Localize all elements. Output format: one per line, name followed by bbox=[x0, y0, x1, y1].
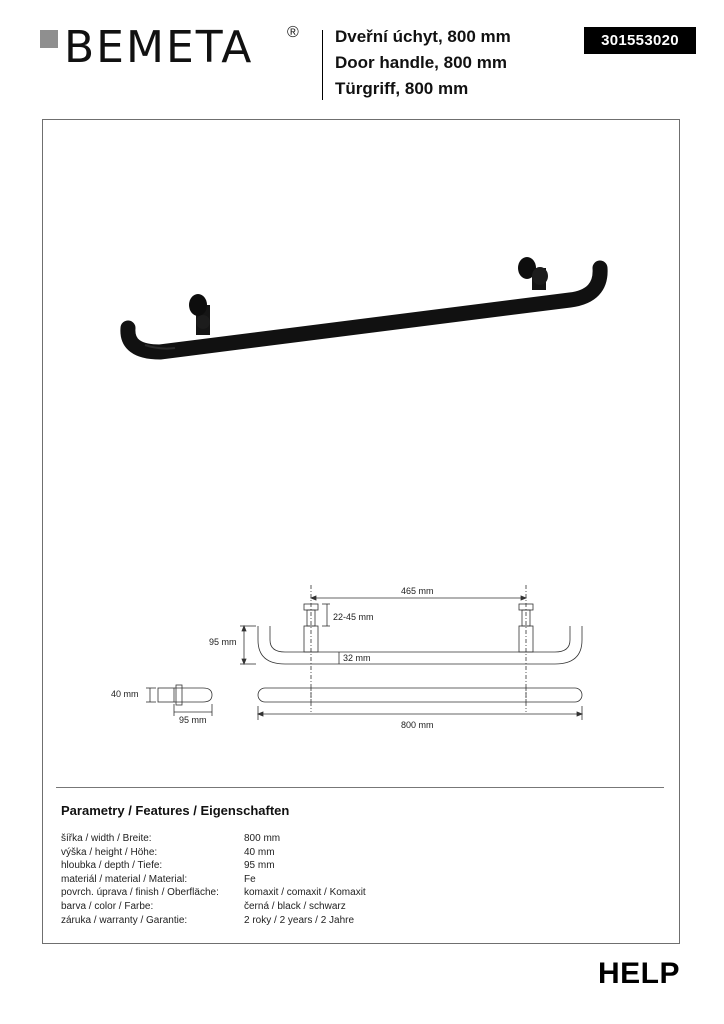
feature-label: povrch. úprava / finish / Oberfläche: bbox=[61, 887, 219, 899]
feature-value: komaxit / comaxit / Komaxit bbox=[244, 887, 366, 899]
feature-label: barva / color / Farbe: bbox=[61, 900, 154, 912]
logo-text: BEMETA bbox=[64, 22, 254, 73]
dim-22-45: 22-45 mm bbox=[333, 612, 374, 622]
dim-95-height: 95 mm bbox=[209, 637, 237, 647]
dim-800: 800 mm bbox=[401, 720, 434, 730]
feature-value: 2 roky / 2 years / 2 Jahre bbox=[244, 914, 355, 926]
feature-label: záruka / warranty / Garantie: bbox=[61, 914, 188, 926]
feature-label: šířka / width / Breite: bbox=[61, 833, 152, 844]
title-cz: Dveřní úchyt, 800 mm bbox=[335, 27, 511, 46]
feature-value: černá / black / schwarz bbox=[244, 900, 346, 912]
feature-label: hloubka / depth / Tiefe: bbox=[61, 860, 163, 872]
header-divider bbox=[322, 30, 323, 100]
title-en: Door handle, 800 mm bbox=[335, 53, 507, 72]
dim-95-width: 95 mm bbox=[179, 715, 207, 725]
logo-square bbox=[40, 30, 58, 48]
content-frame bbox=[42, 119, 680, 944]
feature-value: 800 mm bbox=[244, 833, 281, 844]
registered-mark: ® bbox=[287, 24, 299, 41]
feature-label: výška / height / Höhe: bbox=[61, 846, 158, 858]
feature-value: Fe bbox=[244, 873, 256, 885]
product-code-badge: 301553020 bbox=[584, 27, 696, 54]
product-titles bbox=[335, 24, 511, 102]
feature-label: materiál / material / Material: bbox=[61, 873, 188, 885]
help-label: HELP bbox=[598, 957, 681, 990]
brand-logo bbox=[40, 22, 310, 74]
title-de: Türgriff, 800 mm bbox=[335, 79, 469, 98]
feature-value: 95 mm bbox=[244, 860, 275, 872]
features-title: Parametry / Features / Eigenschaften bbox=[61, 803, 290, 818]
dim-465: 465 mm bbox=[401, 586, 434, 596]
dim-32: 32 mm bbox=[343, 653, 371, 663]
dim-40: 40 mm bbox=[111, 689, 139, 699]
features-divider bbox=[56, 787, 664, 788]
feature-value: 40 mm bbox=[244, 846, 275, 858]
